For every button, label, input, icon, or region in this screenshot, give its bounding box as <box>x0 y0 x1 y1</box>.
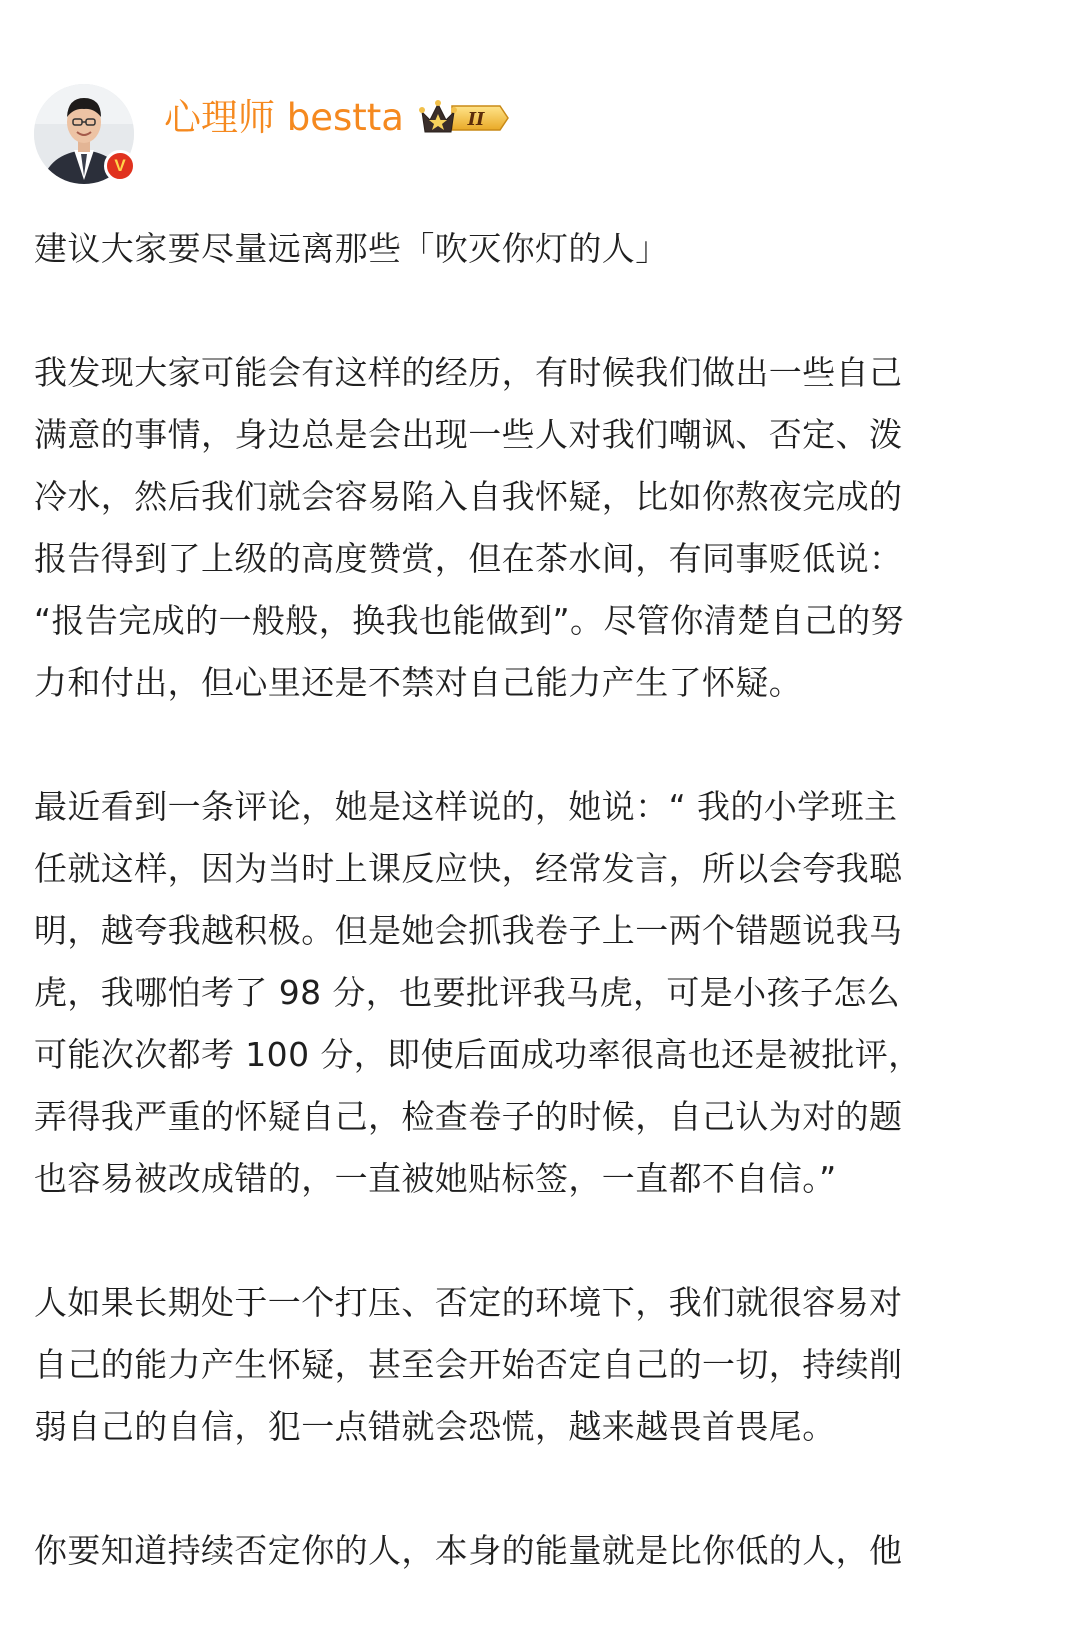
crown-level-badge-icon <box>418 98 510 138</box>
post-content <box>34 218 1034 1644</box>
verified-badge-icon: V <box>104 150 136 182</box>
level-badge-label: II <box>467 109 485 130</box>
post-paragraph: 你要知道持续否定你的人，本身的能量就是比你低的人，他 <box>34 1531 903 1570</box>
post-header <box>34 84 1044 188</box>
post-paragraph: 最近看到一条评论，她是这样说的，她说：“ 我的小学班主 任就这样，因为当时上课反应快，经常发言，所以会夸我聪 明，越夸我越积极。但是她会抓我卷子上一两个错题说我马 虎，我哪怕考了 98 分，也要批评我马虎，可是小孩子怎么 可能次次都考 100 分，即使后面成功率很高也还是被批评， 弄得我严重的怀疑自己，检查卷子的时候，自己认为对的题 也容易被改成错的，一直被她贴标签，一直都不自信。” <box>34 787 922 1198</box>
author-name[interactable]: 心理师 bestta <box>164 96 404 139</box>
post-paragraph: 人如果长期处于一个打压、否定的环境下，我们就很容易对 自己的能力产生怀疑，甚至会开始否定自己的一切，持续削 弱自己的自信，犯一点错就会恐慌，越来越畏首畏尾。 <box>34 1283 903 1446</box>
post-paragraph: 我发现大家可能会有这样的经历，有时候我们做出一些自己 满意的事情，身边总是会出现一些人对我们嘲讽、否定、泼 冷水，然后我们就会容易陷入自我怀疑，比如你熬夜完成的 报告得到了上级的高度赞赏，但在茶水间，有同事贬低说： “报告完成的一般般，换我也能做到”。尽管你清楚自己的努 力和付出，但心里还是不禁对自己能力产生了怀疑。 <box>34 353 904 702</box>
post-title: 建议大家要尽量远离那些「吹灭你灯的人」 <box>34 229 669 268</box>
